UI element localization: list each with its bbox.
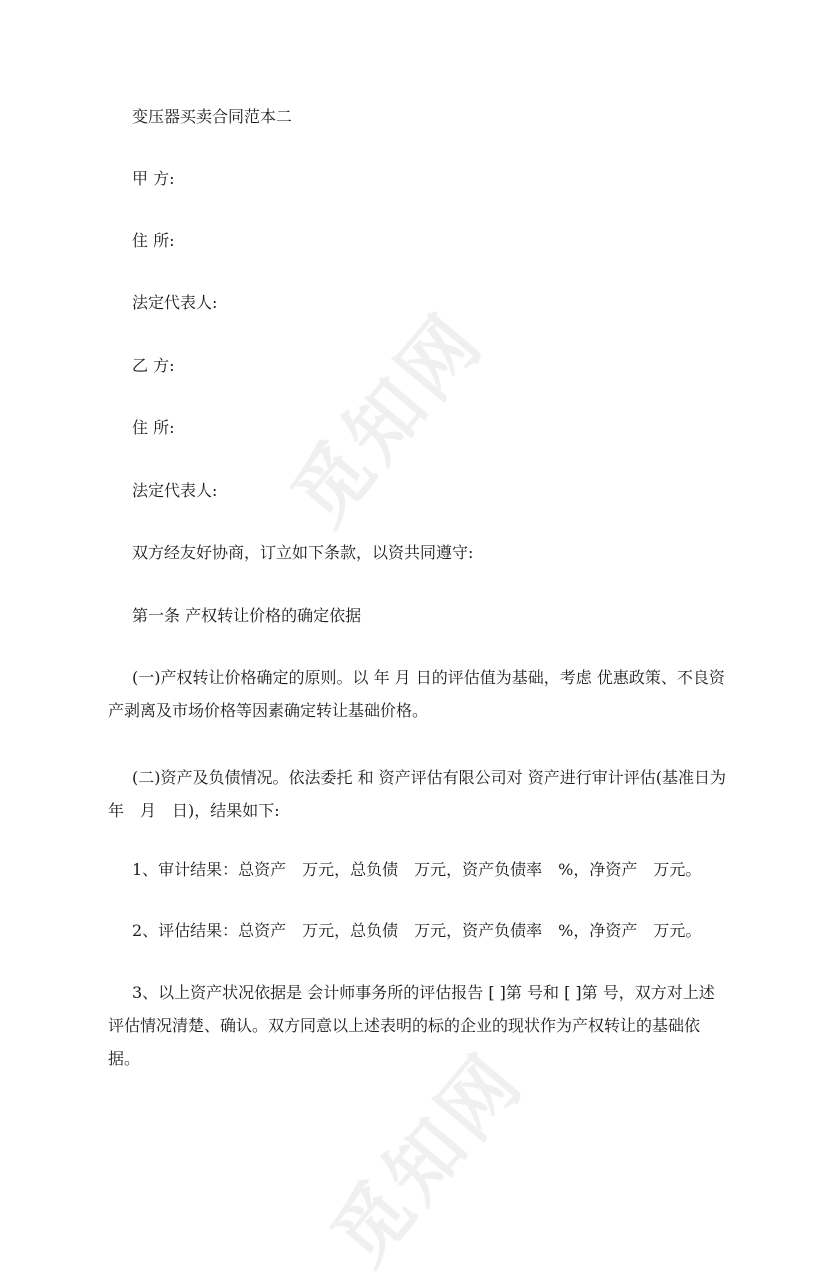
- party-a-address-label: 住 所:: [132, 231, 175, 250]
- clause-2: (二)资产及负债情况。依法委托 和 资产评估有限公司对 资产进行审计评估(基准日为 年 月 日)，结果如下:: [108, 768, 759, 820]
- party-b-label: 乙 方:: [132, 356, 175, 375]
- item-2-valuation-result: 2、评估结果：总资产 万元，总负债 万元，资产负债率 %，净资产 万元。: [132, 921, 702, 940]
- article1-heading: 第一条 产权转让价格的确定依据: [132, 606, 362, 625]
- party-a-rep-label: 法定代表人:: [132, 293, 218, 312]
- party-b-address-label: 住 所:: [132, 418, 175, 437]
- item-3-basis: 3、以上资产状况依据是 会计师事务所的评估报告 [ ]第 号和 [ ]第 号，双方对上述评估情况清楚、确认。双方同意以上述表明的标的企业的现状作为产权转让的基础依据。: [108, 983, 715, 1068]
- clause-1: (一)产权转让价格确定的原则。以 年 月 日的评估值为基础，考虑 优惠政策、不良资产剥离及市场价格等因素确定转让基础价格。: [108, 668, 725, 720]
- preamble: 双方经友好协商，订立如下条款，以资共同遵守:: [132, 543, 474, 562]
- party-a-label: 甲 方:: [132, 169, 175, 188]
- item-1-audit-result: 1、审计结果：总资产 万元，总负债 万元，资产负债率 %，净资产 万元。: [132, 860, 702, 879]
- document-title: 变压器买卖合同范本二: [132, 107, 293, 126]
- watermark: 觅知网: [274, 295, 501, 542]
- watermark: 觅知网: [314, 1035, 541, 1282]
- party-b-rep-label: 法定代表人:: [132, 481, 218, 500]
